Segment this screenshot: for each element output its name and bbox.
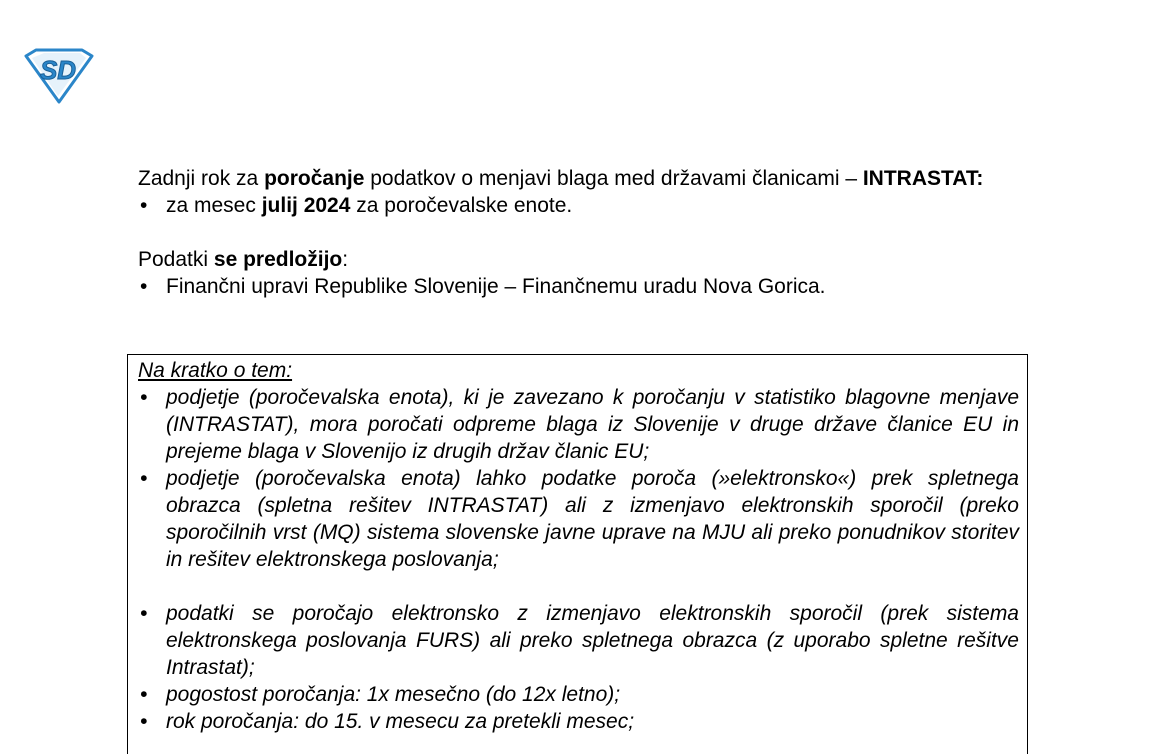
sd-logo-letters: SD bbox=[39, 55, 77, 85]
list-item: • Finančni upravi Republike Slovenije – Finančnemu uradu Nova Gorica. bbox=[138, 273, 1022, 300]
document-body bbox=[138, 165, 1022, 300]
deadline-paragraph: Zadnji rok za poročanje podatkov o menjavi blaga med državami članicami – INTRASTAT: bbox=[138, 167, 984, 190]
list-item: • rok poročanja: do 15. v mesecu za pretekli mesec; bbox=[138, 708, 1019, 735]
list-item: • podatki se poročajo elektronsko z izmenjavo elektronskih sporočil (prek sistema elektronskega poslovanja FURS) ali preko spletnega obrazca (z uporabo spletne rešitve Intrastat); bbox=[138, 600, 1019, 681]
summary-title: Na kratko o tem: bbox=[138, 359, 293, 382]
summary-list bbox=[138, 384, 1019, 573]
summary-list-2 bbox=[138, 600, 1019, 735]
list-item: • pogostost poročanja: 1x mesečno (do 12x letno); bbox=[138, 681, 1019, 708]
sd-logo bbox=[22, 48, 96, 104]
summary-box bbox=[127, 354, 1028, 754]
deadline-list bbox=[138, 192, 1022, 219]
list-item: • podjetje (poročevalska enota) lahko podatke poroča (»elektronsko«) prek spletnega obrazca (spletna rešitev INTRASTAT) ali z izmenjavo elektronskih sporočil (preko sporočilnih vrst (MQ) sistema slovenske javne uprave na MJU ali preko ponudnikov storitev in rešitev elektronskega poslovanja; bbox=[138, 465, 1019, 573]
list-item: • za mesec julij 2024 za poročevalske enote. bbox=[138, 192, 1022, 219]
submit-list bbox=[138, 273, 1022, 300]
submit-paragraph: Podatki se predložijo: bbox=[138, 248, 349, 271]
list-item: • podjetje (poročevalska enota), ki je zavezano k poročanju v statistiko blagovne menjave (INTRASTAT), mora poročati odpreme blaga iz Slovenije v druge države članice EU in prejeme blaga v Slovenijo iz drugih držav članic EU; bbox=[138, 384, 1019, 465]
